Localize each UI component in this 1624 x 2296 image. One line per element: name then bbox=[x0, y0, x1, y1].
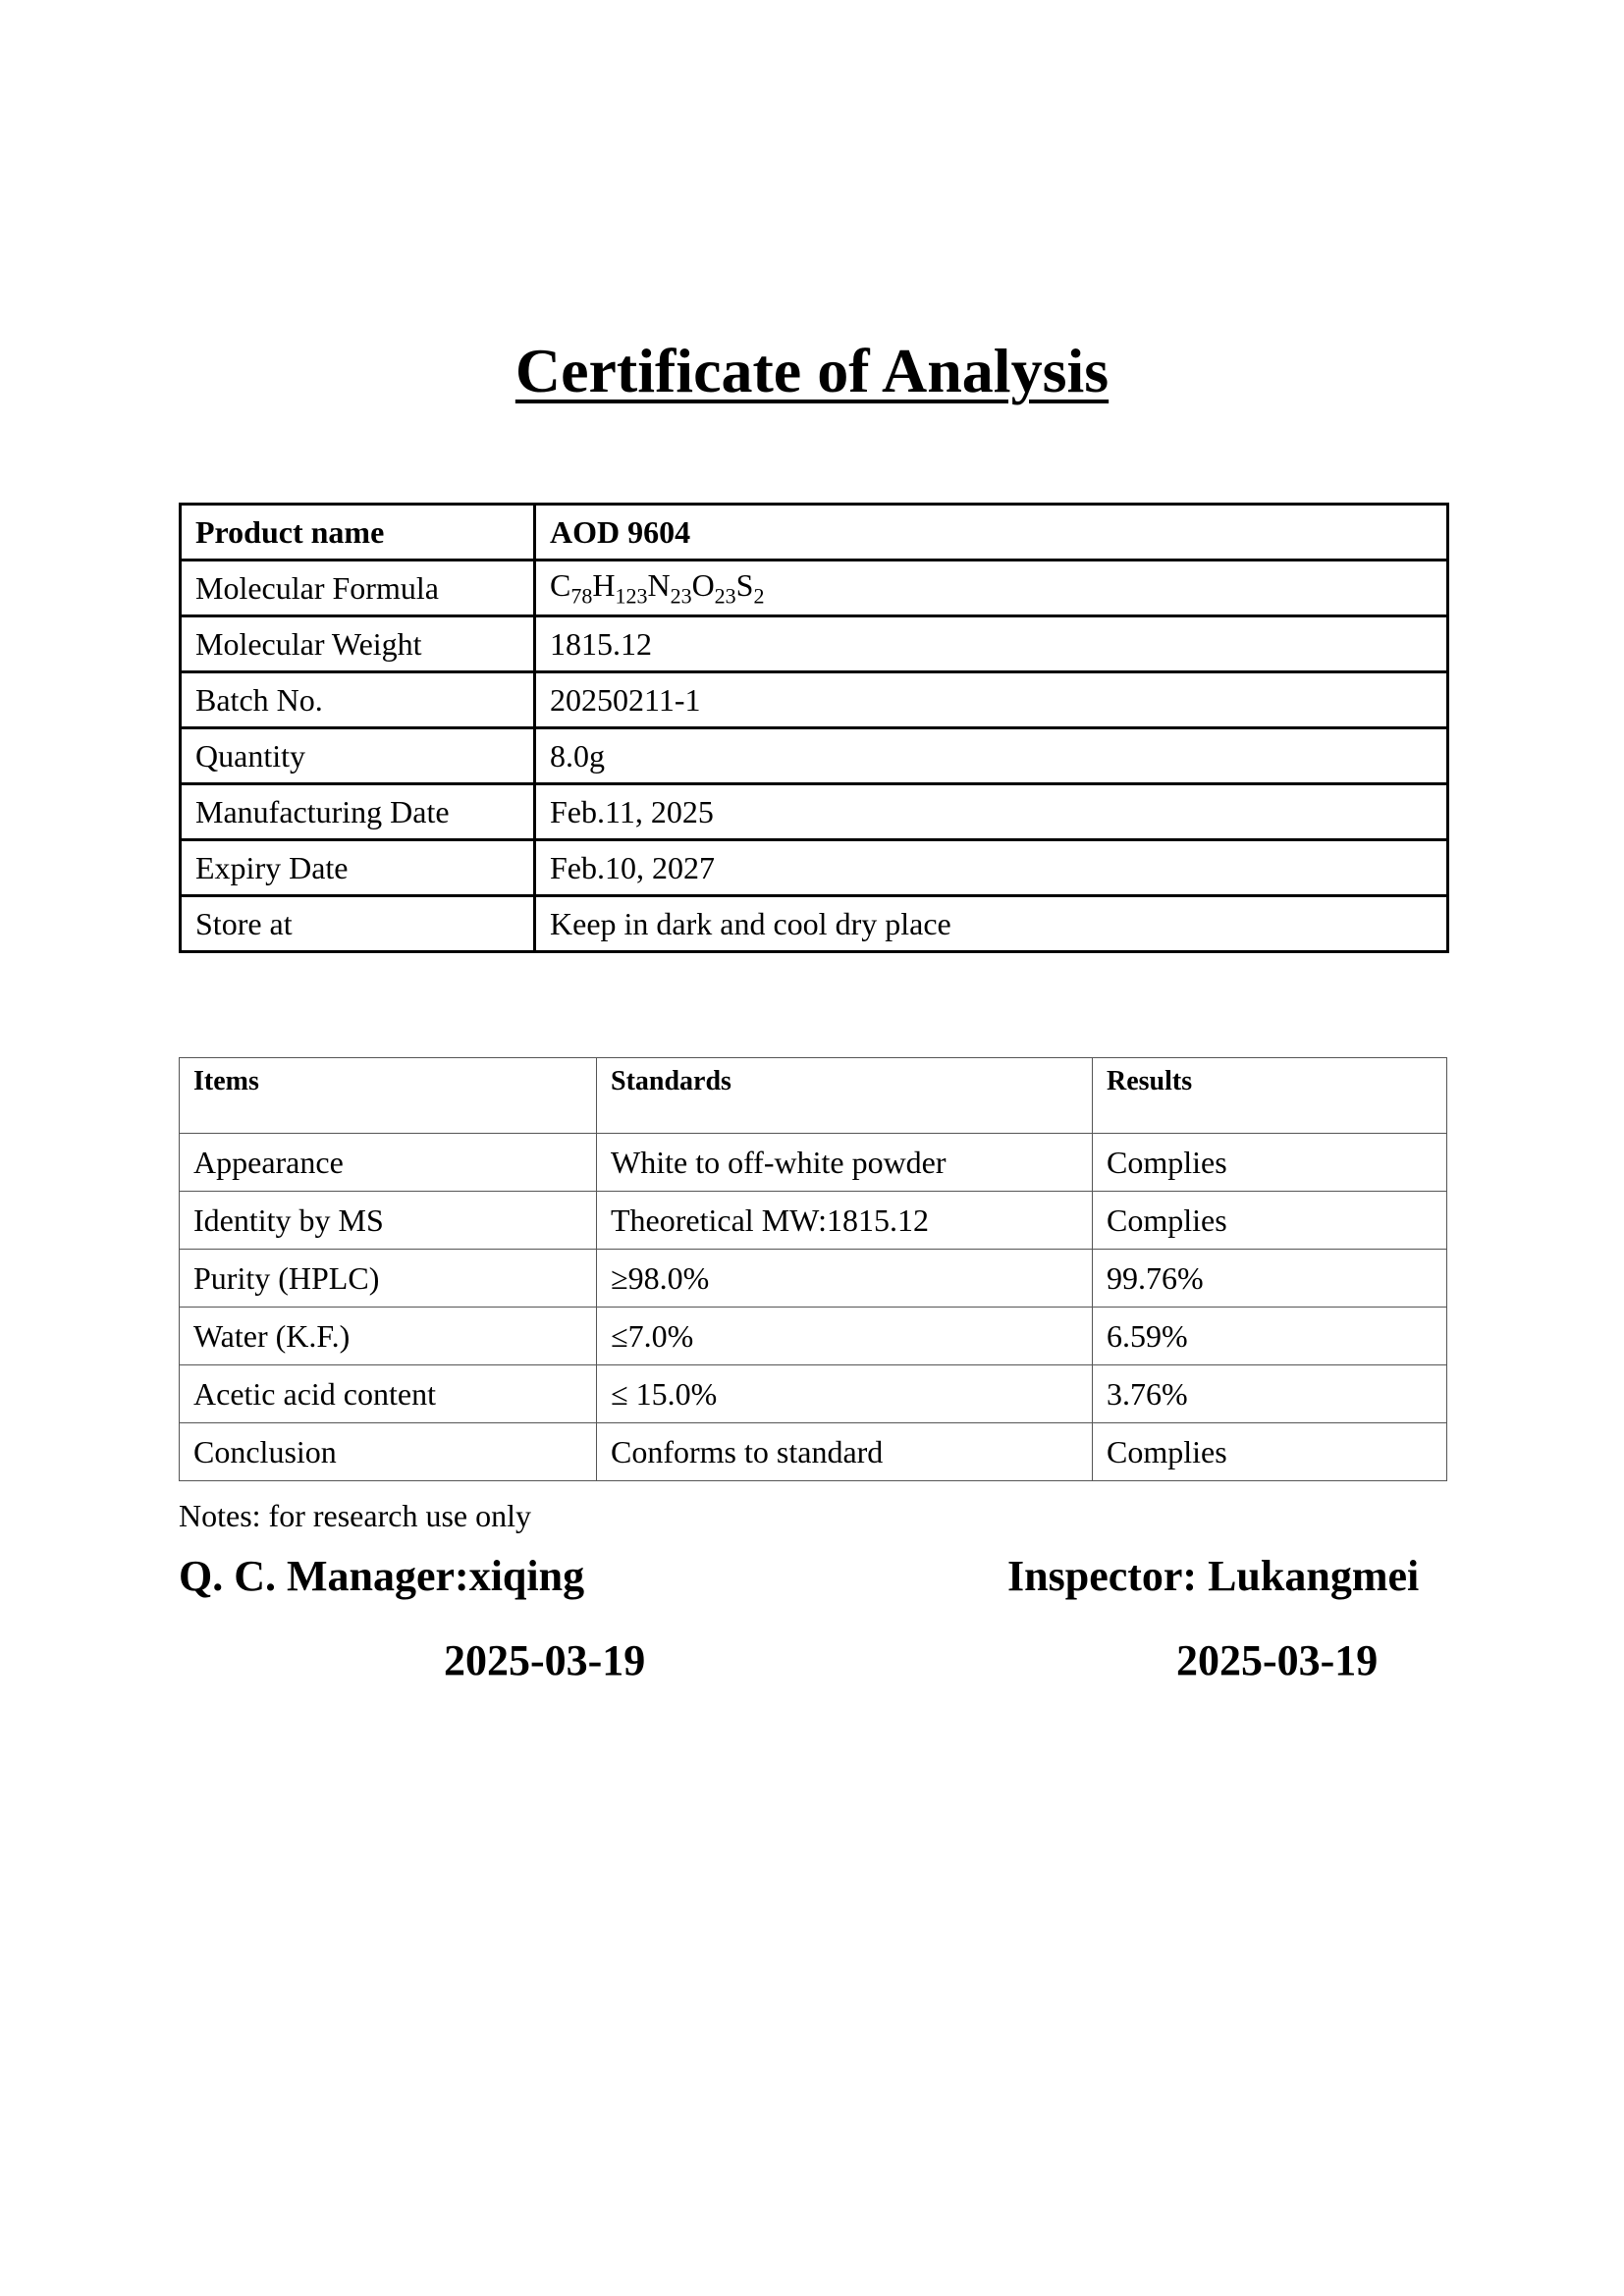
table-row bbox=[180, 1423, 1447, 1481]
product-info-row bbox=[181, 616, 1448, 672]
column-header-results: Results bbox=[1093, 1058, 1447, 1134]
molecular-formula-value bbox=[535, 561, 1448, 616]
item-cell: Identity by MS bbox=[180, 1192, 597, 1250]
qc-manager-date: 2025-03-19 bbox=[444, 1636, 646, 1684]
result-cell: Complies bbox=[1093, 1134, 1447, 1192]
result-cell: Complies bbox=[1093, 1423, 1447, 1481]
product-info-label: Molecular Weight bbox=[181, 616, 535, 672]
qc-manager-signature: Q. C. Manager:xiqing bbox=[179, 1552, 585, 1600]
document-title-text: Certificate of Analysis bbox=[514, 336, 1110, 405]
table-row bbox=[180, 1134, 1447, 1192]
formula-subscript: 78 bbox=[570, 583, 593, 609]
table-row bbox=[180, 1365, 1447, 1423]
product-info-value: Feb.11, 2025 bbox=[535, 784, 1448, 840]
item-cell: Appearance bbox=[180, 1134, 597, 1192]
product-info-label: Manufacturing Date bbox=[181, 784, 535, 840]
standard-cell: ≤ 15.0% bbox=[597, 1365, 1093, 1423]
formula-element: O bbox=[691, 566, 715, 603]
formula-subscript: 2 bbox=[753, 583, 765, 609]
product-info-row bbox=[181, 505, 1448, 561]
product-info-label: Quantity bbox=[181, 728, 535, 784]
product-info-table bbox=[179, 503, 1449, 953]
table-row bbox=[180, 1250, 1447, 1308]
result-cell: Complies bbox=[1093, 1192, 1447, 1250]
product-info-row bbox=[181, 896, 1448, 952]
product-info-value: 20250211-1 bbox=[535, 672, 1448, 728]
notes-text: Notes: for research use only bbox=[179, 1498, 531, 1533]
analysis-results-table bbox=[179, 1057, 1447, 1481]
product-info-row bbox=[181, 840, 1448, 896]
formula-subscript: 23 bbox=[714, 583, 736, 609]
formula-element: H bbox=[592, 566, 616, 603]
product-info-value: 1815.12 bbox=[535, 616, 1448, 672]
formula-subscript: 23 bbox=[670, 583, 692, 609]
standard-cell: ≤7.0% bbox=[597, 1308, 1093, 1365]
formula-subscript: 123 bbox=[615, 583, 648, 609]
product-info-value: Feb.10, 2027 bbox=[535, 840, 1448, 896]
results-header-row bbox=[180, 1058, 1447, 1134]
column-header-standards: Standards bbox=[597, 1058, 1093, 1134]
standard-cell: Conforms to standard bbox=[597, 1423, 1093, 1481]
standard-cell: Theoretical MW:1815.12 bbox=[597, 1192, 1093, 1250]
formula-element: S bbox=[735, 566, 754, 603]
inspector-signature: Inspector: Lukangmei bbox=[1007, 1552, 1420, 1600]
item-cell: Conclusion bbox=[180, 1423, 597, 1481]
standard-cell: White to off-white powder bbox=[597, 1134, 1093, 1192]
item-cell: Water (K.F.) bbox=[180, 1308, 597, 1365]
table-row bbox=[180, 1308, 1447, 1365]
product-info-row bbox=[181, 672, 1448, 728]
result-cell: 99.76% bbox=[1093, 1250, 1447, 1308]
product-info-row bbox=[181, 728, 1448, 784]
product-info-label: Store at bbox=[181, 896, 535, 952]
result-cell: 6.59% bbox=[1093, 1308, 1447, 1365]
product-info-label: Batch No. bbox=[181, 672, 535, 728]
inspector-date: 2025-03-19 bbox=[1176, 1636, 1379, 1684]
formula-element: N bbox=[647, 566, 671, 603]
product-info-value: AOD 9604 bbox=[535, 505, 1448, 561]
product-info-label: Molecular Formula bbox=[181, 561, 535, 616]
product-info-value: Keep in dark and cool dry place bbox=[535, 896, 1448, 952]
result-cell: 3.76% bbox=[1093, 1365, 1447, 1423]
column-header-items: Items bbox=[180, 1058, 597, 1134]
document-title bbox=[0, 334, 1624, 409]
product-info-label: Product name bbox=[181, 505, 535, 561]
product-info-label: Expiry Date bbox=[181, 840, 535, 896]
product-info-row bbox=[181, 561, 1448, 616]
table-row bbox=[180, 1192, 1447, 1250]
product-info-row bbox=[181, 784, 1448, 840]
product-info-value: 8.0g bbox=[535, 728, 1448, 784]
formula-element: C bbox=[550, 566, 571, 603]
item-cell: Purity (HPLC) bbox=[180, 1250, 597, 1308]
standard-cell: ≥98.0% bbox=[597, 1250, 1093, 1308]
item-cell: Acetic acid content bbox=[180, 1365, 597, 1423]
